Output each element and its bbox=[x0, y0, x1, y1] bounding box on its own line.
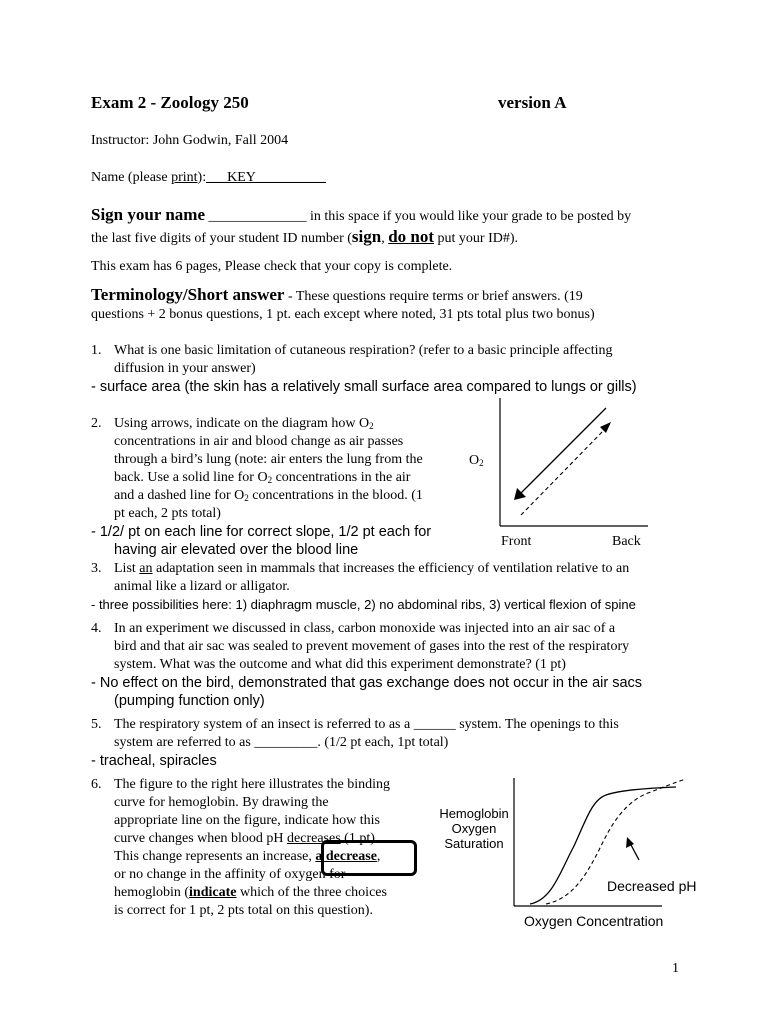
exam-title: Exam 2 - Zoology 250 bbox=[91, 93, 249, 112]
q3-line-1b: adaptation seen in mammals that increases the efficiency of ventilation relative to an bbox=[152, 561, 630, 576]
q5-line-2: system are referred to as _________. (1/2 pt each, 1pt total) bbox=[114, 735, 449, 750]
sign-line2-end: put your ID#). bbox=[434, 231, 519, 246]
name-prefix: Name (please bbox=[91, 170, 172, 185]
q2-line-5b: concentrations in the blood. (1 bbox=[248, 488, 423, 503]
q3-line-1a: List bbox=[114, 561, 140, 576]
hb-annotation-arrowhead bbox=[626, 837, 634, 848]
decreased-ph-label: Decreased pH bbox=[607, 878, 697, 894]
q4-answer-2: (pumping function only) bbox=[114, 693, 265, 709]
q2-line-5-sub: 2 bbox=[244, 493, 249, 503]
q4-answer-1: - No effect on the bird, demonstrated that gas exchange does not occur in the air sacs bbox=[91, 675, 643, 691]
sign-rest: in this space if you would like your grade to be posted by bbox=[306, 209, 632, 224]
q1-answer: - surface area (the skin has a relatively small surface area compared to lungs or gills) bbox=[91, 379, 637, 395]
q6-line-7b: which of the three choices bbox=[236, 885, 387, 900]
q1-number: 1. bbox=[91, 343, 102, 358]
sign-blank: ______________ bbox=[205, 209, 307, 224]
o2-axis-label-text: O bbox=[469, 453, 480, 468]
back-label: Back bbox=[612, 534, 641, 549]
section-heading: Terminology/Short answer bbox=[91, 285, 285, 304]
sign-line2-start: the last five digits of your student ID number ( bbox=[91, 231, 352, 246]
q6-line-2: curve for hemoglobin. By drawing the bbox=[114, 795, 329, 810]
name-print-word: print bbox=[171, 170, 198, 185]
q6-line-4a: curve changes when blood pH bbox=[114, 831, 288, 846]
q2-number: 2. bbox=[91, 416, 102, 431]
q2-line-5a: and a dashed line for O bbox=[114, 488, 245, 503]
q6-number: 6. bbox=[91, 777, 102, 792]
q6-line-8: is correct for 1 pt, 2 pts total on this question). bbox=[114, 903, 373, 918]
oxygen-concentration-label: Oxygen Concentration bbox=[524, 913, 664, 929]
q1-line-1: What is one basic limitation of cutaneous respiration? (refer to a basic principle affecting bbox=[114, 343, 613, 358]
hb-ylabel-2: Oxygen bbox=[451, 821, 497, 836]
q2-line-2: concentrations in air and blood change as air passes bbox=[114, 434, 404, 449]
q5-answer: - tracheal, spiracles bbox=[91, 753, 217, 769]
q2-answer-2: having air elevated over the blood line bbox=[114, 542, 359, 558]
do-not-word: do not bbox=[388, 227, 435, 246]
hb-annotation-arrow-line bbox=[630, 843, 639, 860]
q2-line-4-sub: 2 bbox=[267, 475, 273, 485]
q6-line-1: The figure to the right here illustrates the binding bbox=[114, 777, 391, 792]
q6-decreases: decreases bbox=[287, 831, 341, 846]
name-value: ___KEY__________ bbox=[206, 170, 326, 185]
q5-line-1: The respiratory system of an insect is referred to as a ______ system. The openings to this bbox=[114, 717, 619, 732]
q6-a-decrease: a decrease bbox=[315, 849, 377, 864]
q2-line-4b: concentrations in the air bbox=[272, 470, 411, 485]
hb-ylabel-1: Hemoglobin bbox=[439, 806, 509, 821]
q6-line-5a: This change represents an increase, bbox=[114, 849, 316, 864]
q6-line-4b: (1 pt). bbox=[340, 831, 379, 846]
section-line-2: questions + 2 bonus questions, 1 pt. each except where noted, 31 pts total plus two bonus) bbox=[91, 307, 595, 322]
q3-answer: - three possibilities here: 1) diaphragm muscle, 2) no abdominal ribs, 3) vertical flexion of spine bbox=[91, 597, 636, 612]
q6-indicate: indicate bbox=[189, 885, 237, 900]
q4-line-2: bird and that air sac was sealed to prevent movement of gases into the rest of the respiratory bbox=[114, 639, 630, 654]
q3-an: an bbox=[139, 561, 153, 576]
section-desc: - These questions require terms or brief answers. (19 bbox=[284, 289, 583, 304]
q2-line-6: pt each, 2 pts total) bbox=[114, 506, 221, 521]
sign-comma: , bbox=[381, 231, 389, 246]
q6-line-6: or no change in the affinity of oxygen for bbox=[114, 867, 346, 882]
q4-number: 4. bbox=[91, 621, 102, 636]
q2-answer-1: - 1/2/ pt on each line for correct slope, 1/2 pt each for bbox=[91, 524, 432, 540]
q3-number: 3. bbox=[91, 561, 102, 576]
q6-line-7a: hemoglobin ( bbox=[114, 885, 190, 900]
pages-note: This exam has 6 pages, Please check that your copy is complete. bbox=[91, 259, 453, 274]
hb-ylabel-3: Saturation bbox=[444, 836, 504, 851]
sign-your-name: Sign your name bbox=[91, 205, 205, 224]
q2-line-1-sub: 2 bbox=[369, 421, 374, 431]
q4-line-3: system. What was the outcome and what did this experiment demonstrate? (1 pt) bbox=[114, 657, 566, 672]
q2-line-3: through a bird’s lung (note: air enters the lung from the bbox=[114, 452, 423, 467]
q5-number: 5. bbox=[91, 717, 102, 732]
q2-line-1-text: Using arrows, indicate on the diagram how O bbox=[114, 416, 370, 431]
o2-axis-label-sub: 2 bbox=[479, 458, 484, 468]
instructor-line: Instructor: John Godwin, Fall 2004 bbox=[91, 133, 289, 148]
sign-word: sign bbox=[351, 227, 382, 246]
exam-version: version A bbox=[498, 93, 567, 112]
q3-line-2: animal like a lizard or alligator. bbox=[114, 579, 290, 594]
q4-line-1: In an experiment we discussed in class, carbon monoxide was injected into an air sac of a bbox=[114, 621, 616, 636]
name-colon: ): bbox=[197, 170, 207, 185]
page-number: 1 bbox=[672, 961, 679, 976]
q6-line-3: appropriate line on the figure, indicate how this bbox=[114, 813, 380, 828]
q2-line-4a: back. Use a solid line for O bbox=[114, 470, 268, 485]
front-label: Front bbox=[501, 534, 532, 549]
q1-line-2: diffusion in your answer) bbox=[114, 361, 256, 376]
q6-line-5b: , bbox=[376, 849, 381, 864]
